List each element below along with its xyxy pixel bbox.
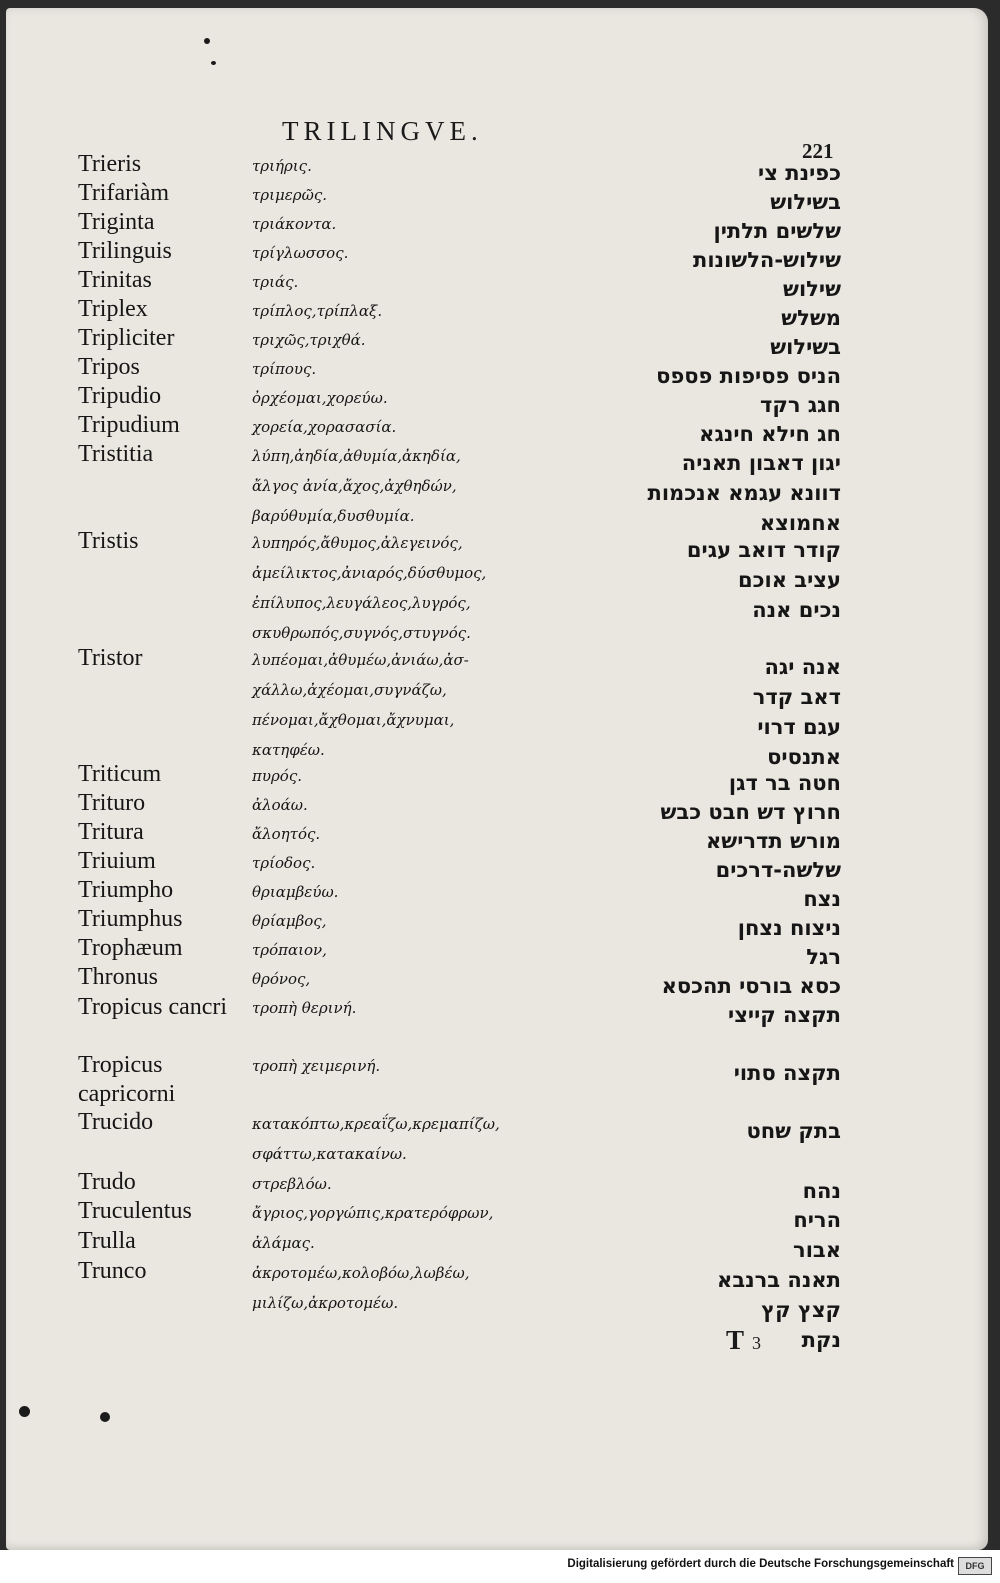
latin-headword: Tritura bbox=[78, 819, 144, 845]
hebrew-equivalent: קצץ קץ bbox=[761, 1298, 841, 1322]
greek-equivalent: ἄλοητός. bbox=[252, 825, 321, 843]
latin-headword: Tripliciter bbox=[78, 325, 175, 351]
ink-speck bbox=[211, 61, 216, 65]
greek-equivalent: τρόπαιον, bbox=[252, 941, 327, 959]
greek-equivalent: στρεβλόω. bbox=[252, 1175, 332, 1193]
hebrew-equivalent: נכים אנה bbox=[752, 598, 841, 622]
hebrew-equivalent: מורש תדרישא bbox=[705, 829, 841, 853]
hebrew-equivalent: קודר דואב עגים bbox=[686, 538, 841, 562]
hebrew-equivalent: עציב אוכם bbox=[737, 568, 841, 592]
running-header: TRILINGVE. bbox=[282, 116, 483, 146]
book-page bbox=[6, 8, 988, 1550]
greek-equivalent: κατακόπτω,κρεαΐζω,κρεμαπίζω, bbox=[252, 1115, 500, 1133]
ink-speck bbox=[100, 1412, 110, 1422]
greek-equivalent: ἀκροτομέω,κολοβόω,λωβέω, bbox=[252, 1264, 470, 1282]
hebrew-equivalent: כסא בורסי תהכסא bbox=[661, 974, 841, 998]
greek-equivalent: τρίοδος. bbox=[252, 854, 316, 872]
greek-equivalent: ἐπίλυπος,λευγάλεος,λυγρός, bbox=[252, 594, 471, 612]
hebrew-equivalent: חרוץ דש חבט כבש bbox=[660, 800, 841, 824]
latin-headword: Trudo bbox=[78, 1169, 136, 1195]
folio-number: 221 bbox=[802, 139, 834, 163]
latin-headword: Tripudium bbox=[78, 412, 180, 438]
hebrew-equivalent: שילוש bbox=[783, 277, 841, 301]
greek-equivalent: τρίπους. bbox=[252, 360, 317, 378]
hebrew-equivalent: עגם דרוי bbox=[757, 715, 841, 739]
latin-headword: Trulla bbox=[78, 1228, 136, 1254]
hebrew-equivalent: רגל bbox=[806, 945, 841, 969]
latin-headword: Tristis bbox=[78, 528, 139, 554]
latin-headword: Triumphus bbox=[78, 906, 183, 932]
greek-equivalent: χορεία,χορασασία. bbox=[252, 418, 397, 436]
hebrew-equivalent: אחמוצא bbox=[759, 511, 841, 535]
hebrew-equivalent: נקת bbox=[801, 1328, 841, 1352]
hebrew-equivalent: חטה בר דגן bbox=[728, 771, 841, 795]
greek-equivalent: ὀρχέομαι,χορεύω. bbox=[252, 389, 388, 407]
greek-equivalent: ἄγριος,γοργώπις,κρατερόφρων, bbox=[252, 1204, 494, 1222]
latin-headword: Trunco bbox=[78, 1258, 147, 1284]
latin-headword: Trophæum bbox=[78, 935, 183, 961]
hebrew-equivalent: הריח bbox=[793, 1208, 841, 1232]
greek-equivalent: ἄλγος ἀνία,ἄχος,ἀχθηδών, bbox=[252, 477, 457, 495]
hebrew-equivalent: אתנסיס bbox=[767, 745, 841, 769]
greek-equivalent: λυπέομαι,ἀθυμέω,ἀνιάω,ἀσ- bbox=[252, 651, 469, 669]
footer-bar bbox=[0, 1550, 1000, 1583]
greek-equivalent: τροπὴ χειμερινή. bbox=[252, 1057, 381, 1075]
greek-equivalent: λύπη,ἀηδία,ἀθυμία,ἀκηδία, bbox=[252, 447, 461, 465]
latin-headword: Tristitia bbox=[78, 441, 154, 467]
latin-headword: Trucido bbox=[78, 1109, 154, 1135]
latin-headword: Trieris bbox=[78, 151, 142, 177]
latin-headword: Tripudio bbox=[78, 383, 162, 409]
hebrew-equivalent: שילוש-הלשונות bbox=[693, 248, 841, 272]
greek-equivalent: θριαμβεύω. bbox=[252, 883, 339, 901]
hebrew-equivalent: אבור bbox=[793, 1238, 841, 1262]
latin-headword: Thronus bbox=[78, 964, 158, 990]
greek-equivalent: τριάς. bbox=[252, 273, 299, 291]
latin-headword: Trinitas bbox=[78, 267, 152, 293]
latin-headword: Triticum bbox=[78, 761, 162, 787]
hebrew-equivalent: דוונא עגמא אנכמות bbox=[647, 481, 841, 505]
hebrew-equivalent: שלשים תלתין bbox=[713, 219, 841, 243]
latin-headword: Triuium bbox=[78, 848, 156, 874]
greek-equivalent: τριχῶς,τριχθά. bbox=[252, 331, 366, 349]
latin-headword: Truculentus bbox=[78, 1198, 192, 1224]
greek-equivalent: ἀλάμας. bbox=[252, 1234, 315, 1252]
latin-headword: Trilinguis bbox=[78, 238, 172, 264]
hebrew-equivalent: בתק שחט bbox=[746, 1119, 841, 1143]
hebrew-equivalent: תקצה סתוי bbox=[733, 1061, 841, 1085]
greek-equivalent: ἀμείλικτος,ἀνιαρός,δύσθυμος, bbox=[252, 564, 487, 582]
hebrew-equivalent: חגג רקד bbox=[760, 393, 841, 417]
signature-letter: T bbox=[726, 1325, 745, 1355]
hebrew-equivalent: יגון דאבון תאניה bbox=[681, 451, 841, 475]
digitization-credit: Digitalisierung gefördert durch die Deutsche Forschungsgemeinschaft bbox=[567, 1558, 954, 1570]
ink-speck bbox=[19, 1406, 30, 1417]
greek-equivalent: πένομαι,ἄχθομαι,ἄχνυμαι, bbox=[252, 711, 455, 729]
greek-equivalent: τρίγλωσσος. bbox=[252, 244, 349, 262]
greek-equivalent: μιλίζω,ἀκροτομέω. bbox=[252, 1294, 399, 1312]
greek-equivalent: τροπὴ θερινή. bbox=[252, 999, 357, 1017]
latin-headword: Trifariàm bbox=[78, 180, 170, 206]
hebrew-equivalent: שלשה-דרכים bbox=[715, 858, 841, 882]
hebrew-equivalent: תאנה ברנבא bbox=[717, 1268, 841, 1292]
greek-equivalent: ἀλοάω. bbox=[252, 796, 308, 814]
hebrew-equivalent: כפינת צי bbox=[758, 161, 841, 185]
hebrew-equivalent: נצח bbox=[803, 887, 841, 911]
greek-equivalent: πυρός. bbox=[252, 767, 302, 785]
latin-headword: Triginta bbox=[78, 209, 155, 235]
greek-equivalent: θρίαμβος, bbox=[252, 912, 327, 930]
signature-mark bbox=[726, 1325, 761, 1356]
hebrew-equivalent: חג חילא חינגא bbox=[699, 422, 841, 446]
hebrew-equivalent: אנה יגה bbox=[764, 655, 841, 679]
latin-headword: Tripos bbox=[78, 354, 140, 380]
latin-headword: Trituro bbox=[78, 790, 146, 816]
greek-equivalent: θρόνος, bbox=[252, 970, 311, 988]
greek-equivalent: σκυθρωπός,συγνός,στυγνός. bbox=[252, 624, 471, 642]
hebrew-equivalent: בשילוש bbox=[770, 190, 841, 214]
hebrew-equivalent: דאב קדר bbox=[752, 685, 841, 709]
hebrew-equivalent: תקצה קייצי bbox=[728, 1003, 841, 1027]
greek-equivalent: βαρύθυμία,δυσθυμία. bbox=[252, 507, 415, 525]
latin-headword: Triplex bbox=[78, 296, 148, 322]
ink-speck bbox=[204, 38, 210, 44]
latin-headword: Tropicus cancri bbox=[78, 994, 228, 1020]
greek-equivalent: λυπηρός,ἄθυμος,ἀλεγεινός, bbox=[252, 534, 463, 552]
signature-number: 3 bbox=[752, 1333, 762, 1353]
greek-equivalent: τριήρις. bbox=[252, 157, 312, 175]
hebrew-equivalent: בשילוש bbox=[770, 335, 841, 359]
greek-equivalent: κατηφέω. bbox=[252, 741, 325, 759]
greek-equivalent: χάλλω,ἀχέομαι,συγνάζω, bbox=[252, 681, 447, 699]
greek-equivalent: τριμερῶς. bbox=[252, 186, 328, 204]
latin-headword: Tristor bbox=[78, 645, 143, 671]
latin-headword: Tropicus capricorni bbox=[78, 1052, 176, 1107]
greek-equivalent: τρίπλος,τρίπλαξ. bbox=[252, 302, 383, 320]
latin-headword: Triumpho bbox=[78, 877, 174, 903]
hebrew-equivalent: ניצוח נצחן bbox=[737, 916, 841, 940]
greek-equivalent: σφάττω,κατακαίνω. bbox=[252, 1145, 407, 1163]
hebrew-equivalent: נהח bbox=[802, 1179, 841, 1203]
dfg-logo: DFG bbox=[958, 1557, 992, 1575]
hebrew-equivalent: משלש bbox=[781, 306, 841, 330]
hebrew-equivalent: הניס פסיפות פספס bbox=[656, 364, 841, 388]
greek-equivalent: τριάκοντα. bbox=[252, 215, 337, 233]
